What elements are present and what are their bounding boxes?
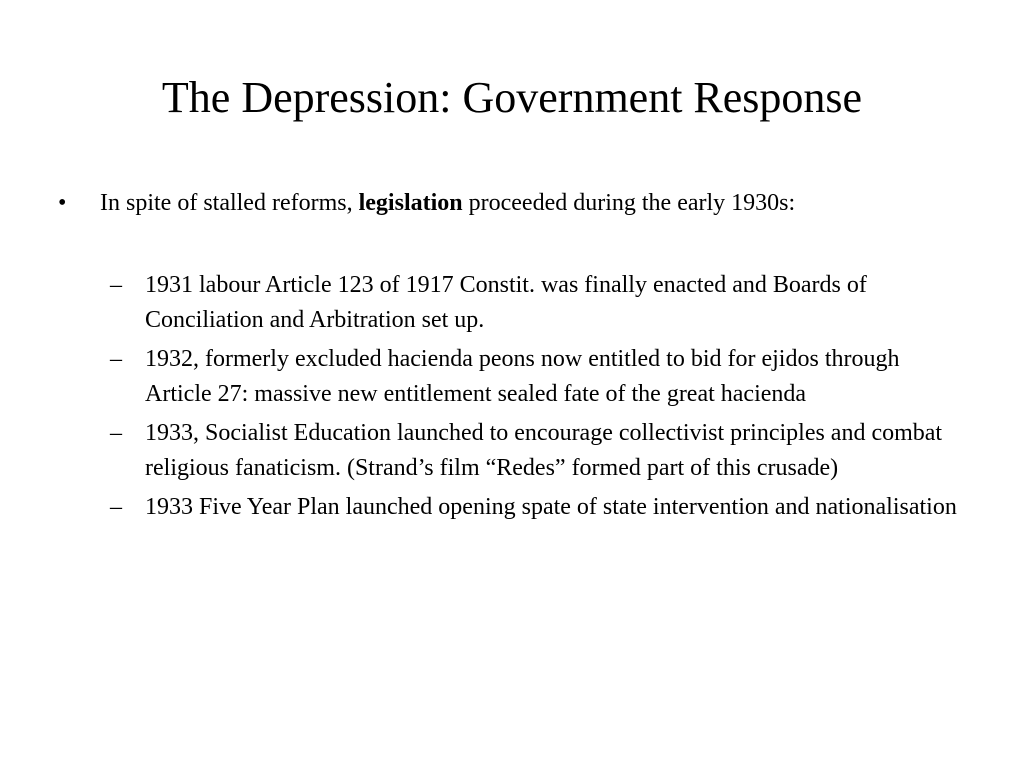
bullet-marker: • — [58, 190, 67, 216]
sub-bullet-text: 1933 Five Year Plan launched opening spate of state intervention and nationalisation — [145, 494, 957, 520]
sub-bullet-text: 1933, Socialist Education launched to encourage collectivist principles and combat religious fanaticism. (Strand’s film “Redes” formed part of this crusade) — [145, 420, 943, 481]
dash-marker: – — [110, 420, 122, 446]
dash-marker: – — [110, 494, 122, 520]
sub-bullet-text: 1931 labour Article 123 of 1917 Constit. was finally enacted and Boards of Conciliation and Arbitration set up. — [145, 272, 867, 333]
dash-marker: – — [110, 272, 122, 298]
dash-marker: – — [110, 346, 122, 372]
sub-bullet-1933-five-year-plan — [110, 490, 962, 525]
slide-title: The Depression: Government Response — [161, 73, 863, 122]
sub-bullet-list — [110, 268, 962, 530]
main-bullet — [58, 187, 958, 219]
sub-bullet-1931 — [110, 268, 962, 337]
sub-bullet-text: 1932, formerly excluded hacienda peons now entitled to bid for ejidos through Article 27: massive new entitlement sealed fate of the great hacienda — [145, 346, 900, 407]
main-bullet-bold-text: legislation — [358, 190, 463, 216]
sub-bullet-1933-education — [110, 416, 962, 485]
sub-bullet-1932 — [110, 342, 962, 411]
main-bullet-text — [100, 187, 795, 219]
main-bullet-text-before: In spite of stalled reforms, — [100, 190, 359, 216]
main-bullet-text-after: proceeded during the early 1930s: — [462, 190, 796, 216]
